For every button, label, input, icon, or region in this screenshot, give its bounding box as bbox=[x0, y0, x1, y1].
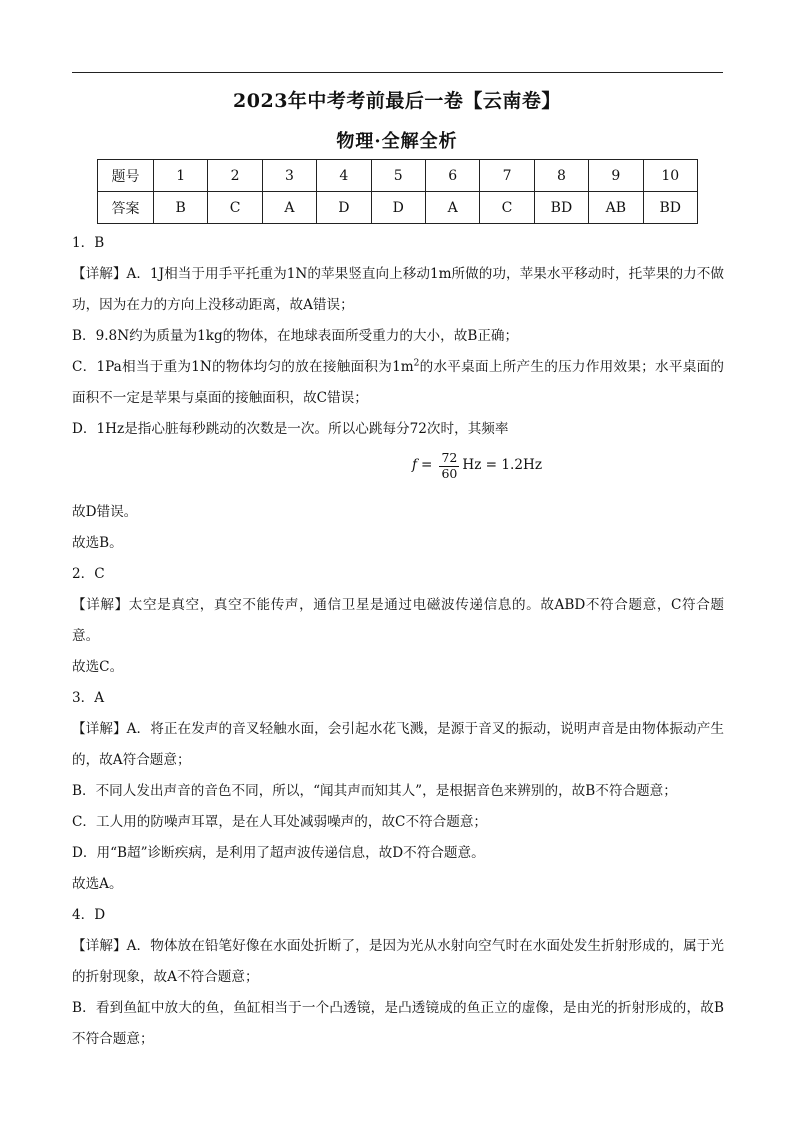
page-subtitle: 物理·全解全析 bbox=[336, 131, 458, 152]
table-cell-number: 7 bbox=[480, 160, 534, 192]
table-cell-answer: C bbox=[480, 192, 534, 224]
table-cell-answer: A bbox=[425, 192, 479, 224]
question-1-explanation-c bbox=[72, 352, 724, 414]
header-rule bbox=[72, 72, 723, 73]
table-cell-number: 2 bbox=[208, 160, 262, 192]
table-cell-answer: C bbox=[208, 192, 262, 224]
table-cell-answer: BD bbox=[643, 192, 697, 224]
table-cell-answer: B bbox=[154, 192, 208, 224]
table-cell-number: 9 bbox=[589, 160, 643, 192]
table-cell-number: 5 bbox=[371, 160, 425, 192]
question-1-choice: 故选B。 bbox=[72, 535, 123, 551]
table-cell-answer: D bbox=[317, 192, 371, 224]
question-2-choice: 故选C。 bbox=[72, 659, 124, 675]
formula-denominator: 60 bbox=[441, 465, 458, 481]
table-header-answer: 答案 bbox=[98, 192, 154, 224]
table-header-number: 题号 bbox=[98, 160, 154, 192]
question-4-explanation-b: B．看到鱼缸中放大的鱼，鱼缸相当于一个凸透镜，是凸透镜成的鱼正立的虚像，是由光的折射形成的，故B不符合题意； bbox=[72, 1000, 724, 1047]
question-3-explanation-a: 【详解】A．将正在发声的音叉轻触水面，会引起水花飞溅，是源于音叉的振动，说明声音是由物体振动产生的，故A符合题意； bbox=[72, 721, 724, 768]
question-3-explanation-b: B．不同人发出声音的音色不同，所以，“闻其声而知其人”，是根据音色来辨别的，故B不符合题意； bbox=[72, 783, 677, 799]
answer-table-number-row bbox=[98, 160, 698, 192]
table-cell-number: 4 bbox=[317, 160, 371, 192]
question-1-conclusion: 故D错误。 bbox=[72, 504, 138, 520]
table-cell-number: 3 bbox=[262, 160, 316, 192]
frequency-formula bbox=[72, 445, 724, 497]
formula-rhs: Hz = 1.2Hz bbox=[462, 457, 543, 474]
formula-fraction bbox=[439, 451, 459, 481]
table-cell-number: 6 bbox=[425, 160, 479, 192]
formula-equals: = bbox=[421, 457, 433, 474]
table-cell-number: 8 bbox=[534, 160, 588, 192]
solution-body bbox=[72, 228, 724, 1055]
question-2-heading: 2．C bbox=[72, 566, 105, 582]
question-1-explanation-d: D．1Hz是指心脏每秒跳动的次数是一次。所以心跳每分72次时，其频率 bbox=[72, 421, 509, 437]
formula-numerator: 72 bbox=[441, 450, 458, 465]
question-3-heading: 3．A bbox=[72, 690, 105, 706]
question-3-choice: 故选A。 bbox=[72, 876, 123, 892]
question-1-explanation-a: 【详解】A．1J相当于用手平托重为1N的苹果竖直向上移动1m所做的功，苹果水平移动时，托苹果的力不做功，因为在力的方向上没移动距离，故A错误； bbox=[72, 266, 724, 313]
question-1-explanation-b: B．9.8N约为质量为1kg的物体，在地球表面所受重力的大小，故B正确； bbox=[72, 328, 519, 344]
question-3-explanation-d: D．用“B超”诊断疾病，是利用了超声波传递信息，故D不符合题意。 bbox=[72, 845, 485, 861]
table-cell-answer: D bbox=[371, 192, 425, 224]
table-cell-number: 10 bbox=[643, 160, 697, 192]
question-4-heading: 4．D bbox=[72, 907, 106, 923]
explanation-c-part1: C．1Pa相当于重为1N的物体均匀的放在接触面积为1m bbox=[72, 359, 414, 375]
explanation-c-part2: 的水平桌面上所产生的压力作用效果；水平桌面的面积不一定是苹果与桌面的接触面积，故C错误； bbox=[72, 359, 724, 406]
explanation-c-superscript: 2 bbox=[413, 358, 420, 369]
table-cell-answer: AB bbox=[589, 192, 643, 224]
table-cell-answer: BD bbox=[534, 192, 588, 224]
question-4-explanation-a: 【详解】A．物体放在铅笔好像在水面处折断了，是因为光从水射向空气时在水面处发生折射形成的，属于光的折射现象，故A不符合题意； bbox=[72, 938, 724, 985]
table-cell-answer: A bbox=[262, 192, 316, 224]
answer-table-answer-row bbox=[98, 192, 698, 224]
table-cell-number: 1 bbox=[154, 160, 208, 192]
formula-lhs: f bbox=[412, 457, 418, 474]
answer-table bbox=[97, 159, 698, 224]
question-1-heading: 1．B bbox=[72, 235, 105, 251]
page-title: 2023年中考考前最后一卷【云南卷】 bbox=[233, 90, 561, 112]
question-2-explanation: 【详解】太空是真空，真空不能传声，通信卫星是通过电磁波传递信息的。故ABD不符合题意，C符合题意。 bbox=[72, 597, 724, 644]
question-3-explanation-c: C．工人用的防噪声耳罩，是在人耳处减弱噪声的，故C不符合题意； bbox=[72, 814, 488, 830]
